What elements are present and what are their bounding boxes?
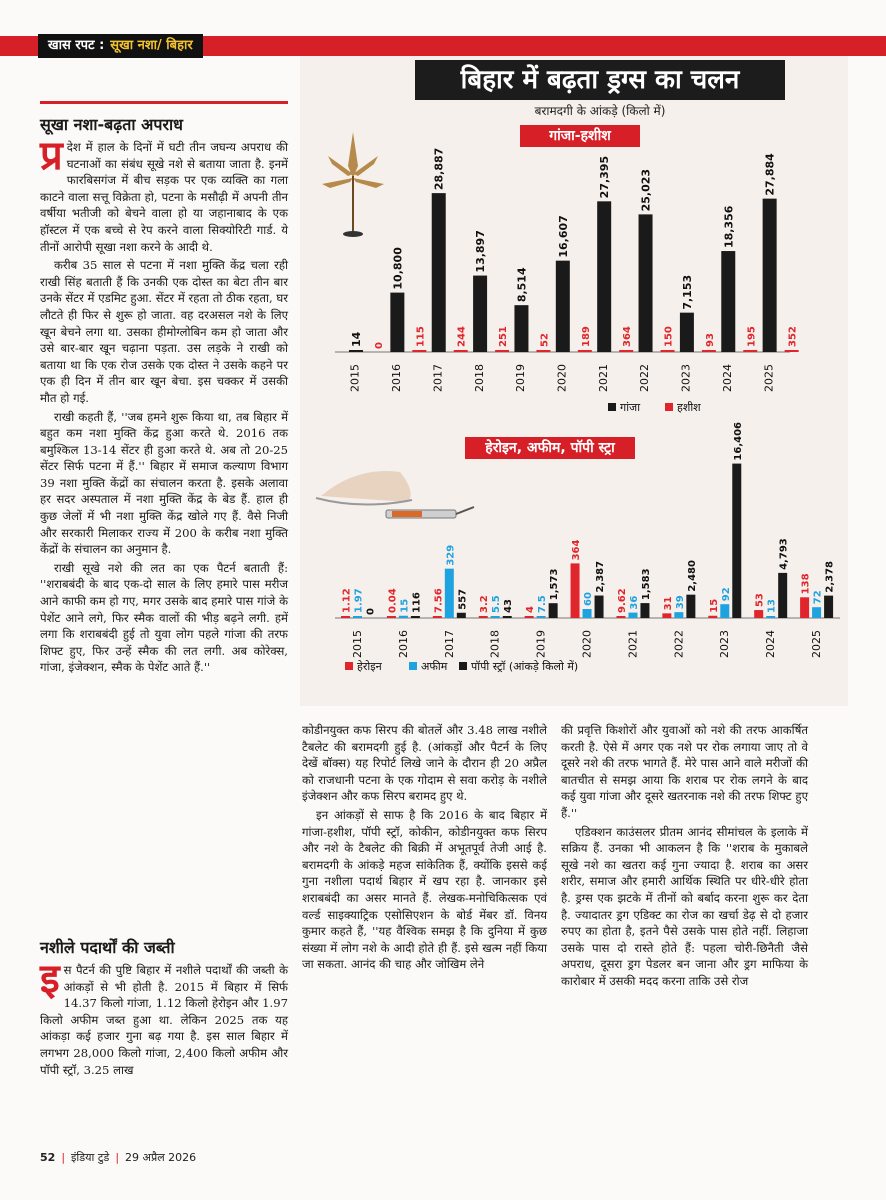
bar-heroin [433, 616, 442, 618]
legend-swatch-heroin [345, 662, 353, 670]
data-label-poppy: 2,480 [686, 560, 698, 592]
bar-ganja [514, 305, 528, 352]
data-label-poppy: 4,793 [778, 538, 790, 570]
data-label-poppy: 2,378 [824, 560, 836, 593]
tick-label-year: 2019 [514, 364, 528, 392]
paragraph: राखी कहती हैं, ''जब हमने शुरू किया था, तब बिहार में बहुत कम नशा मुक्ति केंद्र हुआ करते थे. 2016 तक बमुश्किल 13-14 सेंटर ही हुआ करते थे. अब तो 20-25 सेंटर सिर्फ पटना में हैं.'' बिहार में समाज कल्याण विभाग 39 नशा मुक्ति केंद्रों का संचालन करता है. इसके अलावा हर सदर अस्पताल में नशा मुक्ति केंद्र के बेड हैं. हाल ही कुछ जेलों में भी नशा मुक्ति केंद्र खोले गए हैं. वैसे निजी और सरकारी मिलाकर राज्य में 200 के करीब नशा मुक्ति केंद्रों के संचालन का अनुमान है. [40, 409, 288, 557]
bar-opium [445, 569, 454, 618]
tick-label-year: 2024 [720, 364, 734, 392]
data-label-heroin: 0.04 [387, 588, 399, 613]
bar-poppy [640, 603, 649, 618]
paragraph: करीब 35 साल से पटना में नशा मुक्ति केंद्र चला रही राखी सिंह बताती हैं कि उनकी एक दोस्त का बेटा तीन बार उनके सेंटर में एडमिट हुआ. सेंटर में रहता तो ठीक रहता, घर लौटते ही फिर से शुरू हो जाता. वह दरअसल नशे के लिए खून बेचने लगा था. उसका हीमोग्लोबिन कम हो जाता और उसे बार-बार खून चढ़ाना पड़ता. उस लड़के ने राखी को बताया था कि एक रोज उसके एक दोस्त ने उसके कहने पर एक ही दिन में तीन बार खून बेचा. इस चक्कर में उसकी मौत हो गई. [40, 258, 288, 405]
tick-label-year: 2016 [396, 630, 410, 658]
bar-opium [674, 612, 683, 618]
bar-opium [491, 616, 500, 618]
tick-label-year: 2023 [679, 364, 693, 392]
data-label-hashish: 150 [663, 326, 675, 347]
legend-swatch-opium [409, 662, 417, 670]
bar-hashish [743, 350, 757, 352]
tick-label-year: 2022 [638, 364, 652, 392]
legend-swatch-poppy [459, 662, 467, 670]
data-label-poppy: 1,573 [549, 568, 561, 601]
article-column-2 [302, 722, 547, 975]
data-label-opium: 13 [766, 599, 778, 613]
bar-heroin [662, 613, 671, 618]
paragraph-text: देश में हाल के दिनों में घटी तीन जघन्य अपराध की घटनाओं का संबंध सूखे नशे से बताया जाता है. इनमें फारबिसगंज में बीच सड़क पर एक व्यक्ति का गला काटने वाला सत्तू विक्रेता हो, पटना के मसौढ़ी में अपनी तीन वर्षीया भतीजी को बेचने वाला हो या जहानाबाद के एक हॉस्टल में एक बच्चे से रेप करने वाला सिक्योरिटी गार्ड. ये तीनों आरोपी सूखा नशा करने के आदी थे. [40, 140, 288, 254]
tick-label-year: 2020 [580, 630, 594, 658]
data-label-ganja: 16,607 [556, 215, 570, 258]
bar-ganja [721, 251, 735, 352]
data-label-heroin: 15 [708, 598, 720, 613]
data-label-ganja: 14 [350, 331, 363, 347]
tick-label-year: 2022 [672, 630, 686, 658]
bar-opium [353, 616, 362, 618]
dropcap: इ [40, 956, 60, 1002]
bar-ganja [597, 201, 611, 352]
bar-heroin [387, 616, 396, 618]
bar-hashish [702, 350, 716, 352]
tick-label-year: 2025 [762, 364, 776, 392]
bar-poppy [503, 616, 512, 618]
data-label-heroin: 1.12 [341, 588, 353, 613]
bar-ganja [390, 293, 404, 352]
data-label-heroin: 4 [525, 606, 537, 613]
legend-label-heroin: हेरोइन [357, 660, 382, 673]
bar-opium [399, 616, 408, 618]
data-label-opium: 5.5 [491, 595, 503, 613]
page-footer: 52 | इंडिया टुडे | 29 अप्रैल 2026 [40, 1151, 197, 1164]
panel-title-ganja: गांजा-हशीश [520, 125, 640, 147]
section-name: खास रपट : [48, 38, 105, 53]
paragraph: की प्रवृत्ति किशोरों और युवाओं को नशे की तरफ आकर्षित करती है. ऐसे में अगर एक नशे पर रोक लगाया जाए तो वे दूसरे नशे की तरफ भागते हैं. मेरे पास आने वाले मरीजों की बातचीत से समझ आया कि शराब पर रोक लगने के बाद कई युवा गांजा और दूसरे खतरनाक नशे की तरफ शिफ्ट हुए हैं.'' [561, 723, 808, 820]
panel-title-heroin: हेरोइन, अफीम, पॉपी स्ट्रा [465, 437, 635, 459]
infographic-title: बिहार में बढ़ता ड्रग्स का चलन [415, 60, 785, 100]
bar-hashish [412, 350, 426, 352]
data-label-opium: 329 [445, 544, 457, 566]
bar-hashish [785, 350, 799, 352]
data-label-heroin: 53 [754, 593, 766, 608]
bar-heroin [616, 616, 625, 618]
data-label-hashish: 352 [787, 326, 799, 347]
bar-heroin [800, 597, 809, 618]
bar-heroin [525, 616, 534, 618]
paragraph: इन आंकड़ों से साफ है कि 2016 के बाद बिहार में गांजा-हशीश, पॉपी स्ट्रॉ, कोकीन, कोडीनयुक्त कफ सिरप और नशे के टैबलेट की बिक्री में अभूतपूर्व तेजी आई है. बरामदगी के आंकड़े महज सांकेतिक हैं, क्योंकि इससे कई गुना नशीला पदार्थ बिहार में खप रहा है. जानकार इसे शराबबंदी का असर मानते हैं. लेखक-मनोचिकित्सक एवं वर्ल्ड साइक्याट्रिक एसोसिएशन के बोर्ड मेंबर डॉ. विनय कुमार कहते हैं, ''यह वैश्विक समझ है कि दुनिया में कुछ संख्या में लोग नशे के आदी होते ही हैं. इसे खत्म नहीं किया जा सकता. आनंद की चाह और जोखिम लेने [302, 807, 547, 972]
data-label-opium: 72 [812, 590, 824, 605]
data-label-ganja: 27,884 [763, 153, 777, 196]
data-label-hashish: 364 [622, 326, 634, 347]
legend-label-ganja: गांजा [620, 401, 641, 414]
paragraph-text: स पैटर्न की पुष्टि बिहार में नशीले पदार्थों की जब्ती के आंकड़ों से भी होती है. 2015 में बिहार में सिर्फ 14.37 किलो गांजा, 1.12 किलो हेरोइन और 1.97 किलो अफीम जब्त हुआ था. लेकिन 2025 तक यह आंकड़ा कई हजार गुना बढ़ गया है. इस साल बिहार में लगभग 28,000 किलो गांजा, 2,400 किलो अफीम और पॉपी स्ट्रॉ, 3.25 लाख [40, 963, 288, 1077]
data-label-opium: 15 [399, 598, 411, 613]
data-label-opium: 39 [674, 595, 686, 610]
bar-poppy [411, 616, 420, 618]
bar-hashish [578, 350, 592, 352]
issue-date: 29 अप्रैल 2026 [125, 1151, 197, 1164]
tick-label-year: 2017 [431, 364, 445, 392]
data-label-heroin: 138 [800, 573, 812, 595]
tick-label-year: 2020 [555, 364, 569, 392]
bar-poppy [457, 613, 466, 618]
tick-label-year: 2021 [626, 630, 640, 658]
legend-swatch-ganja [608, 403, 616, 411]
bar-opium [812, 607, 821, 618]
tick-label-year: 2016 [390, 364, 404, 392]
data-label-poppy: 2,387 [595, 560, 607, 593]
data-label-heroin: 364 [571, 539, 583, 561]
data-label-poppy: 557 [457, 588, 469, 610]
bar-poppy [595, 596, 604, 618]
data-label-ganja: 27,395 [598, 155, 612, 199]
bar-heroin [754, 610, 763, 618]
bar-heroin [708, 616, 717, 618]
infographic-subtitle: बरामदगी के आंकड़े (किलो में) [534, 104, 666, 118]
bar-poppy [549, 603, 558, 618]
data-label-poppy: 0 [365, 608, 377, 615]
data-label-hashish: 115 [415, 326, 427, 347]
legend-label-hashish: हशीश [677, 401, 701, 414]
data-label-ganja: 18,356 [722, 205, 736, 249]
bar-ganja [432, 193, 446, 352]
data-label-poppy: 1,583 [640, 568, 652, 601]
data-label-opium: 7.5 [537, 595, 549, 613]
bar-poppy [778, 573, 787, 618]
data-label-ganja: 28,887 [432, 147, 446, 191]
bar-opium [766, 616, 775, 618]
tick-label-year: 2023 [718, 630, 732, 658]
bar-poppy [732, 464, 741, 618]
data-label-heroin: 9.62 [616, 588, 628, 613]
magazine-name: इंडिया टुडे [71, 1151, 110, 1164]
tick-label-year: 2018 [488, 630, 502, 658]
paragraph: कोडीनयुक्त कफ सिरप की बोतलें और 3.48 लाख नशीले टैबलेट की बरामदगी हुई है. (आंकड़ों और पैटर्न के लिए देखें बॉक्स) यह रिपोर्ट लिखे जाने के दौरान ही 20 अप्रैल को राजधानी पटना के एक गोदाम से सवा करोड़ के नशीले इंजेक्शन और कफ सिरप बरामद हुए थे. [302, 723, 547, 804]
bar-opium [720, 604, 729, 618]
bar-hashish [661, 350, 675, 352]
bar-ganja [680, 313, 694, 352]
data-label-ganja: 8,514 [515, 267, 529, 303]
bar-heroin [571, 563, 580, 618]
data-label-hashish: 244 [456, 326, 468, 347]
legend-swatch-hashish [665, 403, 673, 411]
dropcap: प्र [40, 133, 63, 179]
bar-opium [583, 609, 592, 618]
data-label-heroin: 7.56 [433, 588, 445, 613]
bar-hashish [619, 350, 633, 352]
page-number: 52 [40, 1151, 56, 1164]
data-label-poppy: 116 [411, 592, 423, 613]
bar-heroin [479, 616, 488, 618]
bar-poppy [686, 595, 695, 618]
bar-hashish [495, 350, 509, 352]
data-label-ganja: 10,800 [391, 247, 405, 290]
article-column-3 [561, 722, 808, 992]
data-label-heroin: 31 [662, 596, 674, 611]
bar-opium [537, 616, 546, 618]
data-label-poppy: 16,406 [732, 421, 744, 461]
data-label-opium: 1.97 [353, 588, 365, 613]
data-label-poppy: 43 [503, 599, 515, 613]
data-label-opium: 60 [583, 592, 595, 606]
tick-label-year: 2017 [442, 630, 456, 658]
bar-poppy [824, 596, 833, 618]
bar-opium [628, 613, 637, 618]
bar-hashish [454, 350, 468, 352]
tick-label-year: 2015 [348, 364, 362, 392]
data-label-opium: 92 [720, 587, 732, 602]
data-label-hashish: 189 [580, 326, 592, 347]
data-label-ganja: 25,023 [639, 168, 653, 212]
data-label-hashish: 93 [704, 333, 716, 347]
data-label-hashish: 0 [374, 342, 385, 349]
bar-heroin [341, 616, 350, 618]
subhead-crime: सूखा नशा-बढ़ता अपराध [40, 115, 183, 134]
tick-label-year: 2015 [350, 630, 364, 658]
data-label-hashish: 195 [746, 326, 758, 347]
data-label-ganja: 13,897 [474, 230, 488, 273]
data-label-hashish: 52 [539, 333, 551, 347]
tick-label-year: 2024 [764, 630, 778, 658]
bar-ganja [639, 214, 653, 352]
bar-hashish [536, 350, 550, 352]
tick-label-year: 2018 [472, 364, 486, 392]
data-label-opium: 36 [628, 595, 640, 610]
subhead-seizure: नशीले पदार्थों की जब्ती [40, 938, 175, 957]
bar-ganja [763, 199, 777, 352]
bar-ganja [349, 350, 363, 352]
legend-label-poppy: पॉपी स्ट्रॉ (आंकड़े किलो में) [471, 660, 579, 673]
paragraph: एडिक्शन काउंसलर प्रीतम आनंद सीमांचल के इलाके में सक्रिय हैं. उनका भी आकलन है कि ''शराब के मुकाबले सूखे नशे का खतरा कई गुना ज्यादा है. शराब का असर शरीर, समाज और हमारी आर्थिक स्थिति पर धीरे-धीरे होता है. ड्रग्स एक झटके में तीनों को बर्बाद करना शुरू कर देता है. ज्यादातर ड्रग एडिक्ट का रोज का खर्चा डेढ़ से दो हजार रुपए का होता है, इतने पैसे उसके पास होते नहीं. लिहाजा उसके पास दो रास्ते होते हैं: पहला चोरी-छिनैती जैसे अपराध, दूसरा ड्रग पेडलर बन जाना और ड्रग माफिया के कारोबार में उसकी मदद करना ताकि उसे रोज [561, 824, 808, 988]
bar-ganja [556, 261, 570, 352]
bar-ganja [473, 276, 487, 352]
data-label-ganja: 7,153 [680, 274, 694, 310]
legend-label-opium: अफीम [421, 660, 448, 673]
data-label-heroin: 3.2 [479, 595, 491, 613]
paragraph: राखी सूखे नशे की लत का एक पैटर्न बताती हैं: ''शराबबंदी के बाद एक-दो साल के लिए हमारे पास मरीज आने काफी कम हो गए, मगर उसके बाद हमारे पास गांजे के पेशेंट आने लगे, फिर स्मैक वालों की भीड़ बढ़ने लगी. हमें लगा कि शराबबंदी हुई तो युवा लोग पहले गांजा की तरफ शिफ्ट हुए, फिर उन्हें स्मैक की लत लगी. अब कोरेक्स, गांजा, इंजेक्शन, स्मैक के पेशेंट आते हैं.'' [40, 560, 288, 675]
section-topic: सूखा नशा/ बिहार [110, 38, 193, 53]
tick-label-year: 2021 [596, 364, 610, 392]
tick-label-year: 2025 [810, 630, 824, 658]
data-label-hashish: 251 [498, 326, 510, 347]
tick-label-year: 2019 [534, 630, 548, 658]
